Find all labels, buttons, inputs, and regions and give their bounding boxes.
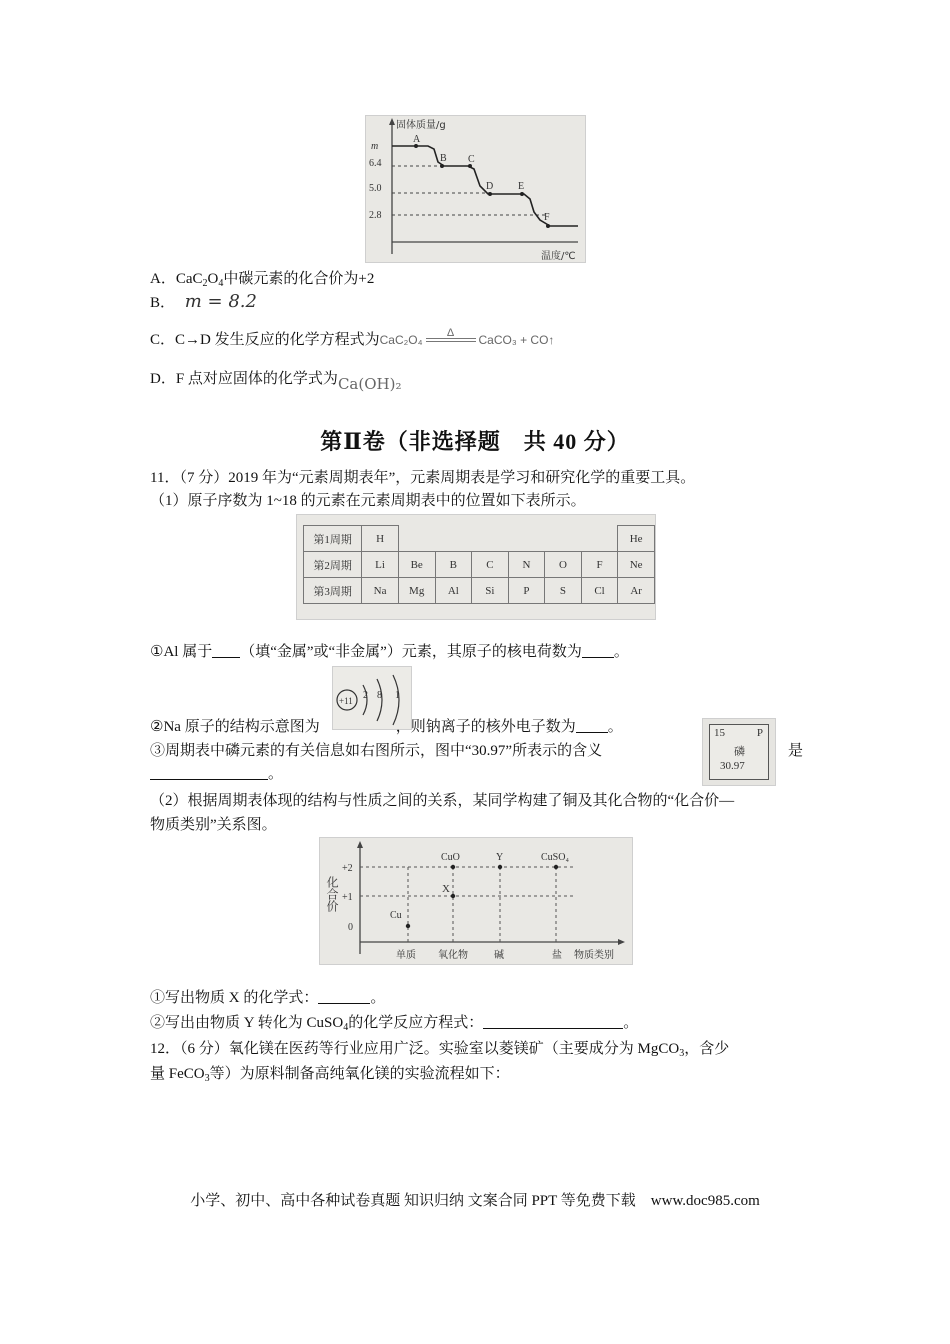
option-b: B． m = 8.2	[150, 291, 257, 312]
atomic-mass: 30.97	[720, 760, 745, 772]
q11-write1: ①写出物质 X 的化学式： 。	[150, 990, 386, 1006]
y-tick-zero: 0	[348, 922, 353, 933]
element-cell: N	[508, 552, 545, 578]
element-cell	[472, 526, 509, 552]
point-cuso4	[554, 865, 558, 869]
element-cell: Ar	[618, 578, 655, 604]
label-d: D	[486, 181, 494, 192]
formula-m: m = 8.2	[184, 291, 257, 312]
valence-category-graph	[319, 837, 633, 965]
answer-blank[interactable]	[582, 642, 614, 658]
answer-blank[interactable]	[150, 764, 268, 780]
element-cell: F	[581, 552, 618, 578]
element-cell: C	[472, 552, 509, 578]
table-row	[304, 578, 655, 604]
point-x	[451, 894, 455, 898]
element-cell	[435, 526, 472, 552]
atomic-number: 15	[714, 727, 725, 739]
element-cell: Na	[362, 578, 399, 604]
category-base: 碱	[494, 950, 504, 961]
label-a: A	[413, 134, 421, 145]
element-cell	[545, 526, 582, 552]
nucleus-charge: +11	[339, 696, 353, 706]
periodic-table	[303, 525, 655, 604]
element-cell: S	[545, 578, 582, 604]
point-b	[440, 164, 444, 168]
label-x: X	[442, 883, 450, 895]
label-e: E	[518, 181, 525, 192]
table-row	[304, 552, 655, 578]
x-axis-label: 温度/℃	[541, 251, 576, 262]
y-axis-label: 固体质量/g	[396, 120, 446, 131]
point-d	[488, 192, 492, 196]
q11-part2-line1: （2）根据周期表体现的结构与性质之间的关系，某同学构建了铜及其化合物的“化合价—	[150, 793, 735, 809]
element-cell: Mg	[398, 578, 435, 604]
y-tick-2.8: 2.8	[369, 210, 382, 221]
y-tick-5.0: 5.0	[369, 183, 382, 194]
y-tick-m: m	[371, 141, 379, 152]
y-tick-plus2: +2	[342, 863, 353, 874]
point-cuo	[451, 865, 455, 869]
footer-text: 小学、初中、高中各种试卷真题 知识归纳 文案合同 PPT 等免费下载 www.doc985.com	[190, 1193, 760, 1209]
shell-3-electrons: 1	[395, 690, 400, 701]
period-label: 第2周期	[304, 552, 362, 578]
y-tick-plus1: +1	[342, 892, 353, 903]
point-e	[520, 192, 524, 196]
q12-line1: 12．（6 分）氧化镁在医药等行业应用广泛。实验室以菱镁矿（主要成分为 MgCO$_3$，含少	[150, 1041, 730, 1059]
label-y: Y	[496, 852, 504, 863]
mass-curve	[392, 146, 578, 226]
element-cell: Ne	[618, 552, 655, 578]
element-symbol: P	[756, 727, 763, 739]
category-salt: 盐	[552, 950, 562, 961]
q11-sub3: ③周期表中磷元素的有关信息如右图所示，图中“30.97”所表示的含义	[150, 743, 603, 759]
q11-part1: （1）原子序数为 1~18 的元素在元素周期表中的位置如下表所示。	[150, 493, 586, 509]
period-label: 第3周期	[304, 578, 362, 604]
shell-1-electrons: 2	[363, 690, 368, 701]
y-axis-label: 化合价	[325, 876, 339, 912]
q11-intro: 11．（7 分）2019 年为“元素周期表年”，元素周期表是学习和研究化学的重要工具。	[150, 470, 696, 486]
element-cell: Cl	[581, 578, 618, 604]
answer-blank[interactable]	[318, 988, 370, 1004]
category-oxide: 氧化物	[438, 950, 468, 961]
option-d: D．F 点对应固体的化学式为Ca(OH)₂	[150, 371, 402, 393]
q11-part2-line2: 物质类别”关系图。	[150, 817, 277, 833]
point-cu	[406, 924, 410, 928]
element-cell	[398, 526, 435, 552]
element-cell: Si	[472, 578, 509, 604]
y-tick-6.4: 6.4	[369, 158, 382, 169]
q11-sub3-blank: 。	[150, 763, 283, 785]
q12-line2: 量 FeCO$_3$等）为原料制备高纯氧化镁的实验流程如下：	[150, 1066, 510, 1084]
element-cell	[508, 526, 545, 552]
q11-sub3-shi: 是	[788, 743, 804, 759]
answer-blank[interactable]	[483, 1013, 623, 1029]
element-cell: Al	[435, 578, 472, 604]
section-title: 第Ⅱ卷（非选择题 共 40 分）	[320, 429, 630, 454]
element-cell: O	[545, 552, 582, 578]
period-label: 第1周期	[304, 526, 362, 552]
label-cu: Cu	[390, 910, 402, 921]
table-row	[304, 526, 655, 552]
answer-blank[interactable]	[212, 642, 240, 658]
category-elemental: 单质	[396, 950, 416, 961]
element-cell: P	[508, 578, 545, 604]
mass-temperature-graph	[365, 115, 586, 263]
periodic-table-figure	[296, 514, 656, 620]
phosphorus-card	[702, 718, 776, 786]
label-cuo: CuO	[441, 852, 460, 863]
element-cell: Li	[362, 552, 399, 578]
element-cell: Be	[398, 552, 435, 578]
q11-sub2: ②Na 原子的结构示意图为 ，则钠离子的核外电子数为 。	[150, 719, 623, 735]
element-cell: B	[435, 552, 472, 578]
element-name: 磷	[734, 746, 745, 758]
q11-write2: ②写出由物质 Y 转化为 CuSO$_4$的化学反应方程式： 。	[150, 1015, 639, 1033]
label-b: B	[440, 153, 447, 164]
label-f: F	[544, 212, 550, 223]
option-c: C．C→D 发生反应的化学方程式为CaC₂O₄ Δ CaCO₃ + CO↑	[150, 327, 555, 348]
point-f	[546, 224, 550, 228]
q11-sub1: ①Al 属于 （填“金属”或“非金属”）元素，其原子的核电荷数为 。	[150, 644, 629, 660]
answer-blank[interactable]	[576, 717, 608, 733]
element-cell: H	[362, 526, 399, 552]
shell-2-electrons: 8	[377, 690, 382, 701]
point-y	[498, 865, 502, 869]
element-cell	[581, 526, 618, 552]
option-a: A．$CaC_2O_4$中碳元素的化合价为+2	[150, 271, 375, 289]
label-cuso4: CuSO₄	[541, 852, 569, 863]
element-cell: He	[618, 526, 655, 552]
x-axis-label: 物质类别	[574, 950, 614, 961]
label-c: C	[468, 154, 475, 165]
